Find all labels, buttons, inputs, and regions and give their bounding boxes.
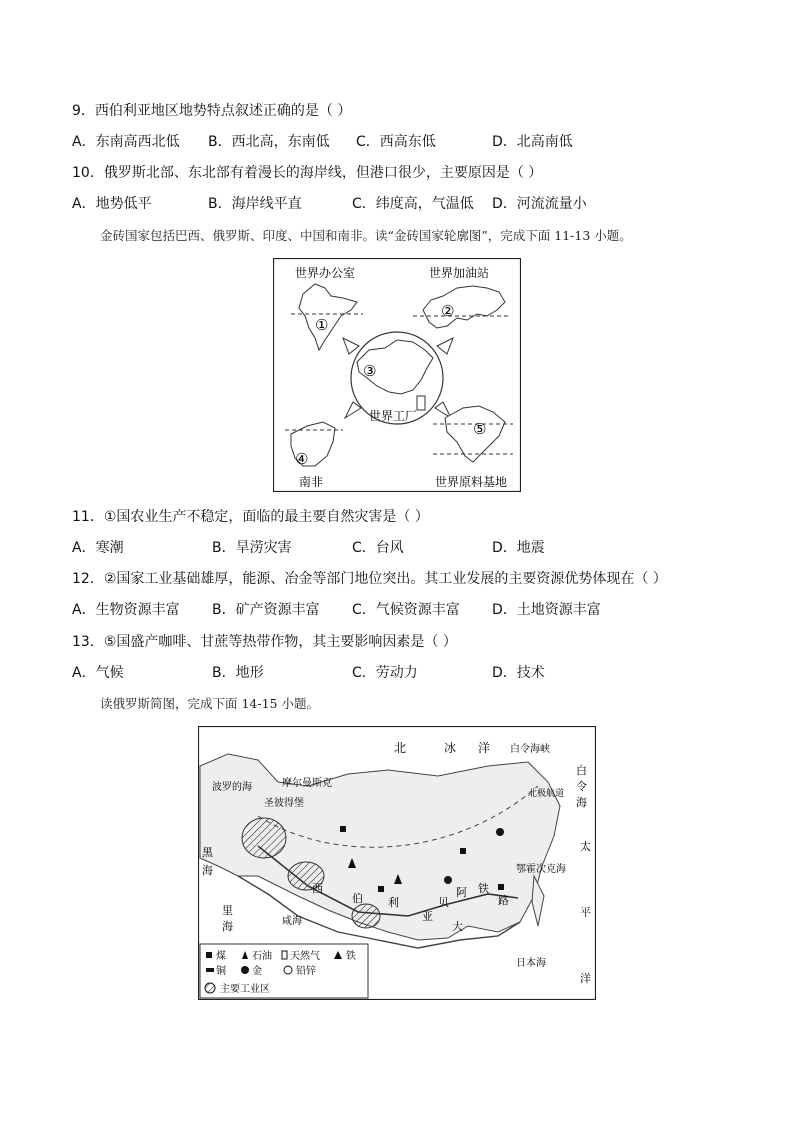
- label-siberia-4: 亚: [422, 910, 433, 923]
- label-world-gas-station: 世界加油站: [429, 266, 490, 280]
- legend-gold-icon: [241, 966, 249, 974]
- label-siberia-2: 伯: [352, 892, 363, 905]
- q9-option-c: C．西高东低: [356, 134, 436, 150]
- legend-lead-zinc: 铅锌: [296, 966, 316, 977]
- label-st-petersburg: 圣彼得堡: [264, 798, 304, 809]
- label-okhotsk-sea: 鄂霍次克海: [516, 864, 566, 875]
- label-bam-1: 贝: [438, 896, 449, 909]
- q13-option-c: C．劳动力: [352, 665, 418, 681]
- marker-2: ②: [441, 302, 455, 320]
- marker-1: ①: [315, 316, 329, 334]
- label-bam-3: 铁: [478, 882, 489, 895]
- legend-copper: 铜: [216, 966, 226, 977]
- q10-option-d: D．河流流量小: [492, 196, 587, 212]
- legend-gold: 金: [252, 966, 262, 977]
- label-pacific-1: 太: [580, 840, 591, 853]
- label-pacific-2: 平: [580, 906, 591, 919]
- brics-outline-map: [273, 258, 521, 492]
- label-bering-sea-2: 令: [576, 780, 587, 793]
- q10-option-a: A．地势低平: [72, 196, 152, 212]
- marker-3: ③: [363, 362, 377, 380]
- q11-option-d: D．地震: [492, 540, 545, 556]
- label-world-raw-base: 世界原料基地: [435, 475, 508, 489]
- label-bering-strait: 白令海峡: [510, 744, 550, 755]
- label-world-factory: 世界工厂: [369, 409, 418, 423]
- marker-4: ④: [295, 450, 309, 468]
- q9-option-a: A．东南高西北低: [72, 134, 180, 150]
- q9-stem: 9．西伯利亚地区地势特点叙述正确的是（ ）: [72, 103, 352, 119]
- label-arctic-3: 洋: [478, 741, 491, 755]
- russia-map: [198, 726, 596, 1000]
- label-pacific-3: 洋: [580, 972, 591, 985]
- q9-option-b: B．西北高，东南低: [208, 134, 330, 150]
- label-murmansk: 摩尔曼斯克: [282, 778, 332, 789]
- marker-5: ⑤: [473, 420, 487, 438]
- label-northern-route: 北极航道: [528, 789, 565, 799]
- q11-option-a: A．寒潮: [72, 540, 124, 556]
- q12-stem: 12．②国家工业基础雄厚，能源、冶金等部门地位突出。其工业发展的主要资源优势体现在（ ）: [72, 571, 667, 587]
- legend-coal: 煤: [216, 951, 226, 962]
- legend-industrial-zone: 主要工业区: [220, 984, 270, 995]
- legend-gas: 天然气: [290, 951, 320, 962]
- legend-coal-icon: [206, 952, 212, 958]
- q12-option-b: B．矿产资源丰富: [212, 602, 320, 618]
- q11-stem: 11．①国农业生产不稳定，面临的最主要自然灾害是（ ）: [72, 509, 429, 525]
- label-siberia-1: 西: [312, 882, 323, 895]
- q13-option-b: B．地形: [212, 665, 264, 681]
- label-japan-sea: 日本海: [516, 958, 546, 969]
- q12-option-c: C．气候资源丰富: [352, 602, 460, 618]
- intro-russia: 读俄罗斯简图，完成下面 14-15 小题。: [100, 696, 319, 711]
- label-arctic-2: 冰: [444, 741, 457, 755]
- gold-symbol: [496, 828, 504, 836]
- label-bering-sea-3: 海: [576, 796, 587, 809]
- label-aral-sea: 咸海: [282, 916, 302, 927]
- label-bering-sea-1: 白: [576, 764, 587, 777]
- label-black-sea-2: 海: [202, 864, 213, 877]
- q12-option-a: A．生物资源丰富: [72, 602, 180, 618]
- label-bam-2: 阿: [456, 886, 467, 899]
- coal-symbol: [340, 826, 346, 832]
- coal-symbol: [498, 884, 504, 890]
- q11-option-b: B．旱涝灾害: [212, 540, 292, 556]
- label-arctic-1: 北: [394, 741, 407, 755]
- industrial-zone-moscow: [242, 818, 286, 858]
- q9-option-d: D．北高南低: [492, 134, 573, 150]
- q12-option-d: D．土地资源丰富: [492, 602, 601, 618]
- label-baltic-sea: 波罗的海: [212, 782, 252, 793]
- q13-option-d: D．技术: [492, 665, 545, 681]
- q10-option-b: B．海岸线平直: [208, 196, 302, 212]
- coal-symbol: [378, 886, 384, 892]
- q13-option-a: A．气候: [72, 665, 124, 681]
- intro-brics: 金砖国家包括巴西、俄罗斯、印度、中国和南非。读“金砖国家轮廓图”，完成下面 11-13 小题。: [100, 228, 632, 243]
- legend-oil: 石油: [252, 951, 272, 962]
- label-siberia-3: 利: [388, 896, 399, 909]
- label-black-sea-1: 黑: [202, 846, 213, 859]
- label-bam-4: 路: [498, 894, 509, 907]
- gold-symbol: [444, 876, 452, 884]
- q13-stem: 13．⑤国盛产咖啡、甘蔗等热带作物，其主要影响因素是（ ）: [72, 634, 457, 650]
- label-south-africa: 南非: [299, 475, 324, 489]
- legend-copper-icon: [206, 968, 214, 972]
- label-bam-5: 大: [452, 920, 463, 933]
- legend-industrial-icon: [205, 983, 215, 993]
- label-caspian-1: 里: [222, 904, 233, 917]
- label-caspian-2: 海: [222, 920, 233, 933]
- legend-iron: 铁: [346, 951, 356, 962]
- label-world-office: 世界办公室: [295, 266, 356, 280]
- industrial-zone-kuzbass: [352, 904, 380, 928]
- q10-option-c: C．纬度高，气温低: [352, 196, 474, 212]
- coal-symbol: [460, 848, 466, 854]
- q10-stem: 10．俄罗斯北部、东北部有着漫长的海岸线，但港口很少，主要原因是（ ）: [72, 165, 543, 181]
- q11-option-c: C．台风: [352, 540, 404, 556]
